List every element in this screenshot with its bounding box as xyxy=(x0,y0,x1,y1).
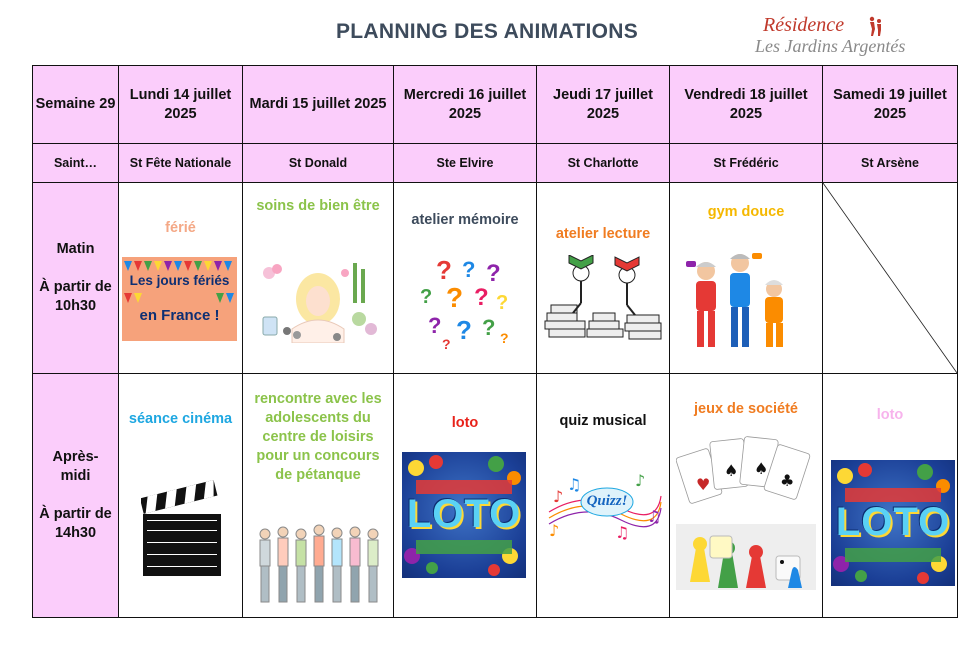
logo-line-1: Résidence xyxy=(763,14,845,36)
activity-text: quiz musical xyxy=(559,413,647,429)
question-marks-icon xyxy=(416,253,516,351)
activity-text: soins de bien être xyxy=(256,198,380,214)
activity-cell-mon-pm xyxy=(119,374,243,618)
activity-cell-wed-pm xyxy=(394,374,537,618)
svg-text:?: ? xyxy=(436,255,452,285)
saints-label: Saint… xyxy=(33,144,119,183)
activity-text: rencontre avec les adolescents du centre de loisirs pour un concours de pétanque xyxy=(254,391,382,483)
svg-text:♪: ♪ xyxy=(553,487,564,506)
day-header-tuesday: Mardi 15 juillet 2025 xyxy=(243,66,394,144)
saint-wednesday: Ste Elvire xyxy=(394,144,537,183)
day-header-monday: Lundi 14 juillet 2025 xyxy=(119,66,243,144)
morning-time: À partir de 10h30 xyxy=(39,279,112,314)
activity-cell-tue-pm xyxy=(243,374,394,618)
activity-cell-sat-pm xyxy=(823,374,958,618)
svg-text:♠: ♠ xyxy=(754,459,769,478)
day-header-saturday: Samedi 19 juillet 2025 xyxy=(823,66,958,144)
svg-text:♫: ♫ xyxy=(647,507,662,526)
activity-cell-wed-am xyxy=(394,183,537,374)
svg-text:♫: ♫ xyxy=(615,523,630,542)
activity-cell-tue-am xyxy=(243,183,394,374)
holidays-title-line1: Les jours fériés xyxy=(129,273,230,288)
activity-cell-fri-am xyxy=(670,183,823,374)
saint-tuesday: St Donald xyxy=(243,144,394,183)
svg-text:?: ? xyxy=(442,336,451,351)
morning-label: Matin xyxy=(56,241,95,257)
svg-text:?: ? xyxy=(420,286,433,308)
loto-word: LOTO xyxy=(835,500,951,544)
saint-friday: St Frédéric xyxy=(670,144,823,183)
holidays-title-line2: en France ! xyxy=(139,307,220,324)
planning-table xyxy=(32,65,958,618)
bunting-icon xyxy=(122,257,237,341)
svg-text:?: ? xyxy=(500,330,509,346)
day-header-thursday: Jeudi 17 juillet 2025 xyxy=(537,66,670,144)
afternoon-time: À partir de 14h30 xyxy=(39,506,112,541)
activity-cell-thu-pm xyxy=(537,374,670,618)
afternoon-label: Après-midi xyxy=(52,449,99,484)
gym-seniors-icon xyxy=(684,247,792,353)
svg-text:?: ? xyxy=(486,260,501,287)
wellness-spa-icon xyxy=(257,259,379,343)
svg-text:♫: ♫ xyxy=(567,475,582,494)
activity-text: férié xyxy=(165,220,196,236)
holidays-banner-image xyxy=(122,257,237,341)
activity-text: jeux de société xyxy=(694,401,798,417)
svg-text:?: ? xyxy=(428,313,442,338)
page-title: PLANNING DES ANIMATIONS xyxy=(335,20,639,43)
books-reading-icon xyxy=(543,255,665,343)
svg-text:?: ? xyxy=(482,315,496,340)
person-silhouette-icon xyxy=(867,16,883,36)
afternoon-label-cell xyxy=(33,374,119,618)
day-header-friday: Vendredi 18 juillet 2025 xyxy=(670,66,823,144)
residence-logo xyxy=(755,14,955,60)
svg-text:?: ? xyxy=(496,292,509,314)
activity-text: séance cinéma xyxy=(128,411,233,427)
saint-monday: St Fête Nationale xyxy=(119,144,243,183)
activity-cell-thu-am xyxy=(537,183,670,374)
board-games-icon xyxy=(676,432,816,590)
svg-text:?: ? xyxy=(456,315,472,345)
svg-text:♪: ♪ xyxy=(549,521,560,540)
svg-text:♪: ♪ xyxy=(635,471,646,490)
saint-saturday: St Arsène xyxy=(823,144,958,183)
activity-text: gym douce xyxy=(707,204,785,220)
week-header: Semaine 29 xyxy=(33,66,119,144)
logo-line-2: Les Jardins Argentés xyxy=(755,36,906,56)
morning-label-cell xyxy=(33,183,119,374)
loto-word: LOTO xyxy=(406,492,522,536)
activity-cell-mon-am xyxy=(119,183,243,374)
saint-thursday: St Charlotte xyxy=(537,144,670,183)
loto-image xyxy=(831,460,955,586)
activity-text: atelier mémoire xyxy=(411,212,519,228)
activity-text: loto xyxy=(451,415,479,431)
svg-text:?: ? xyxy=(446,282,464,313)
activity-text: loto xyxy=(876,407,904,423)
quiz-word: Quizz! xyxy=(586,493,628,509)
day-header-wednesday: Mercredi 16 juillet 2025 xyxy=(394,66,537,144)
activity-cell-fri-pm xyxy=(670,374,823,618)
svg-text:♣: ♣ xyxy=(780,471,795,490)
loto-image xyxy=(402,452,526,578)
teenagers-group-icon xyxy=(255,524,383,606)
svg-text:♥: ♥ xyxy=(696,475,711,494)
svg-text:♠: ♠ xyxy=(724,461,739,480)
svg-text:?: ? xyxy=(462,257,476,282)
activity-text: atelier lecture xyxy=(555,226,651,242)
clapperboard-icon xyxy=(141,480,225,580)
empty-cell-diagonal xyxy=(823,183,957,373)
svg-text:?: ? xyxy=(474,284,489,311)
activity-cell-sat-am-empty xyxy=(823,183,958,374)
